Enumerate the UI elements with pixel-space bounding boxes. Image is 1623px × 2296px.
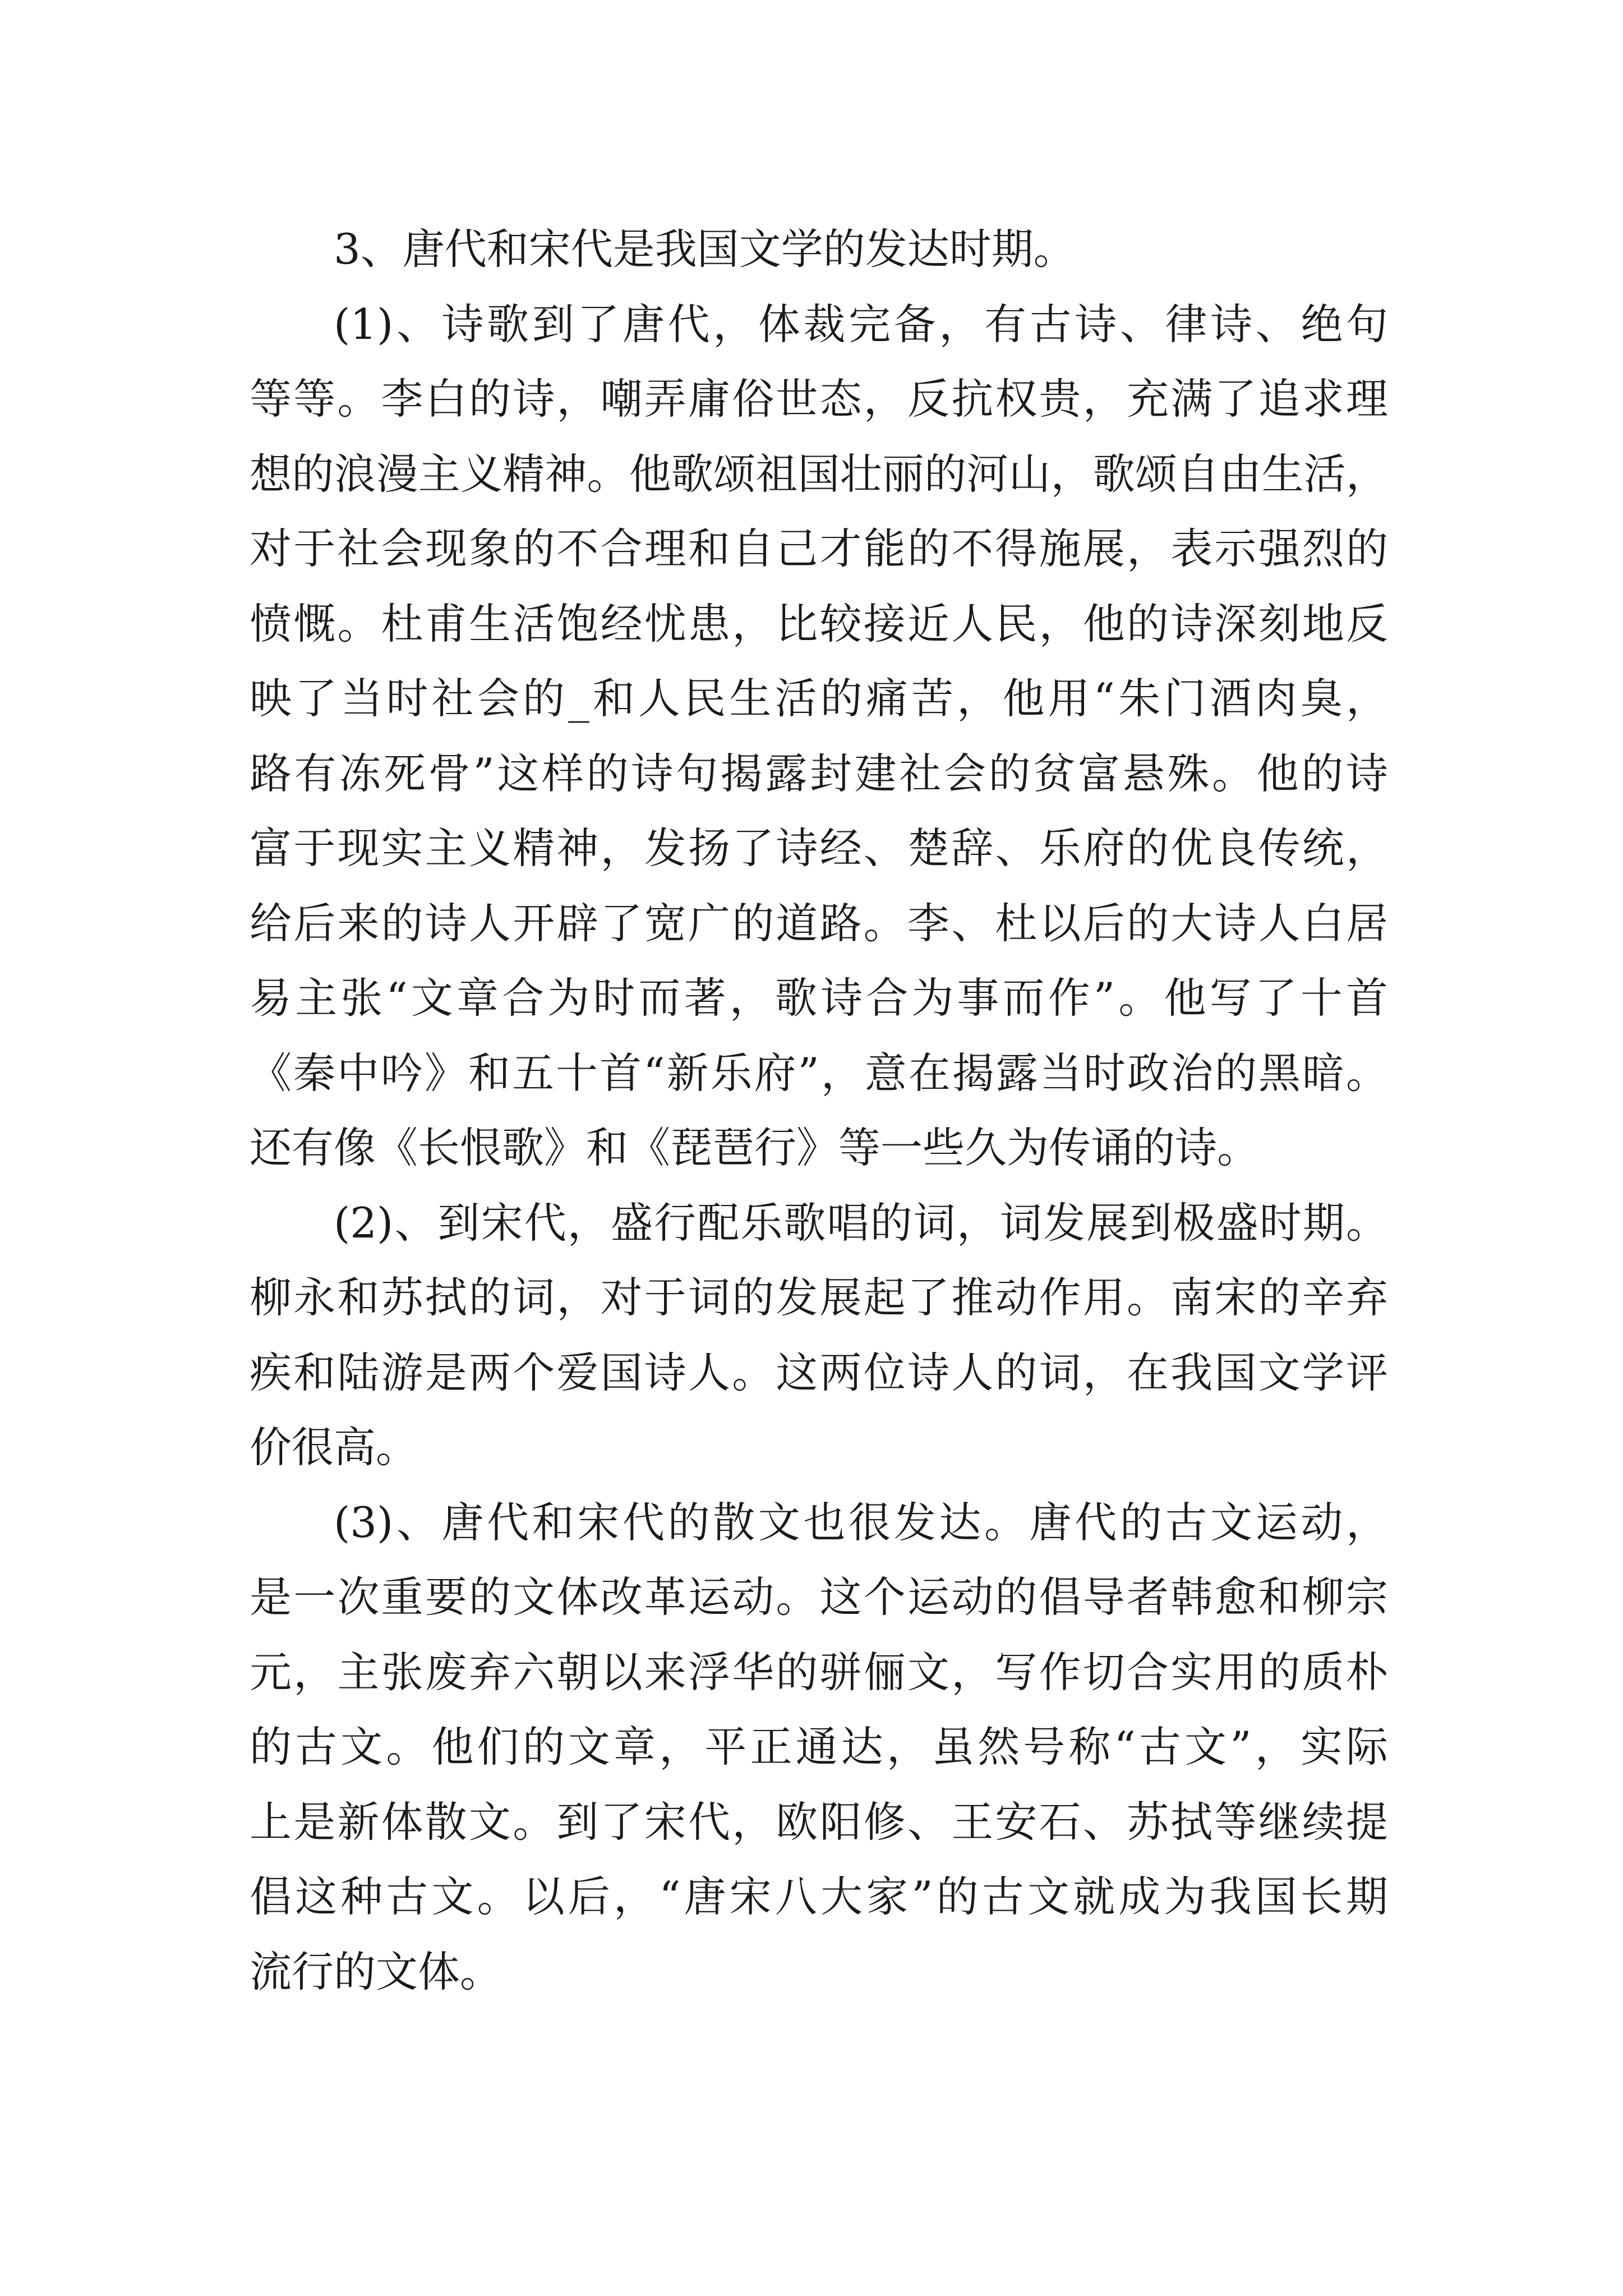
- text-line: 的古文。他们的文章，平正通达，虽然号称“古文”，实际: [250, 1722, 1388, 1772]
- text-line: 映了当时社会的_和人民生活的痛苦，他用“朱门酒肉臭，: [250, 674, 1388, 723]
- paragraph-poetry: [250, 287, 1388, 1186]
- text-line: 流行的文体。: [250, 1947, 502, 1996]
- text-line: 《秦中吟》和五十首“新乐府”，意在揭露当时政治的黑暗。: [250, 1048, 1388, 1098]
- text-line: 还有像《长恨歌》和《琵琶行》等一些久为传诵的诗。: [250, 1123, 1260, 1172]
- text-line: 倡这种古文。以后，“唐宋八大家”的古文就成为我国长期: [250, 1872, 1388, 1921]
- text-line: (3)、唐代和宋代的散文也很发达。唐代的古文运动，: [334, 1497, 1388, 1547]
- text-line: 易主张“文章合为时而著，歌诗合为事而作”。他写了十首: [250, 973, 1388, 1023]
- text-line: 给后来的诗人开辟了宽广的道路。李、杜以后的大诗人白居: [250, 898, 1388, 948]
- text-line: 上是新体散文。到了宋代，欧阳修、王安石、苏拭等继续提: [250, 1797, 1388, 1847]
- text-line: 柳永和苏拭的词，对于词的发展起了推动作用。南宋的辛弃: [250, 1273, 1388, 1322]
- text-line: 是一次重要的文体改革运动。这个运动的倡导者韩愈和柳宗: [250, 1572, 1388, 1622]
- text-line: 3、唐代和宋代是我国文学的发达时期。: [334, 224, 1076, 274]
- text-line: 想的浪漫主义精神。他歌颂祖国壮丽的河山，歌颂自由生活，: [250, 449, 1388, 499]
- paragraph-heading: [250, 212, 1388, 287]
- text-line: (2)、到宋代，盛行配乐歌唱的词，词发展到极盛时期。: [334, 1198, 1388, 1248]
- document-body: [250, 212, 1388, 2009]
- text-line: 疾和陆游是两个爱国诗人。这两位诗人的词，在我国文学评: [250, 1347, 1388, 1397]
- paragraph-prose: [250, 1485, 1388, 2010]
- text-line: 价很高。: [250, 1423, 418, 1472]
- text-line: 愤慨。杜甫生活饱经忧患，比较接近人民，他的诗深刻地反: [250, 599, 1388, 648]
- text-line: 富于现实主义精神，发扬了诗经、楚辞、乐府的优良传统，: [250, 823, 1388, 873]
- text-line: 路有冻死骨”这样的诗句揭露封建社会的贫富悬殊。他的诗: [250, 748, 1388, 798]
- text-line: 对于社会现象的不合理和自己才能的不得施展，表示强烈的: [250, 524, 1388, 573]
- text-line: (1)、诗歌到了唐代，体裁完备，有古诗、律诗、绝句: [334, 299, 1388, 349]
- text-line: 等等。李白的诗，嘲弄庸俗世态，反抗权贵，充满了追求理: [250, 374, 1388, 424]
- paragraph-ci: [250, 1186, 1388, 1485]
- text-line: 元，主张废弃六朝以来浮华的骈俪文，写作切合实用的质朴: [250, 1647, 1388, 1697]
